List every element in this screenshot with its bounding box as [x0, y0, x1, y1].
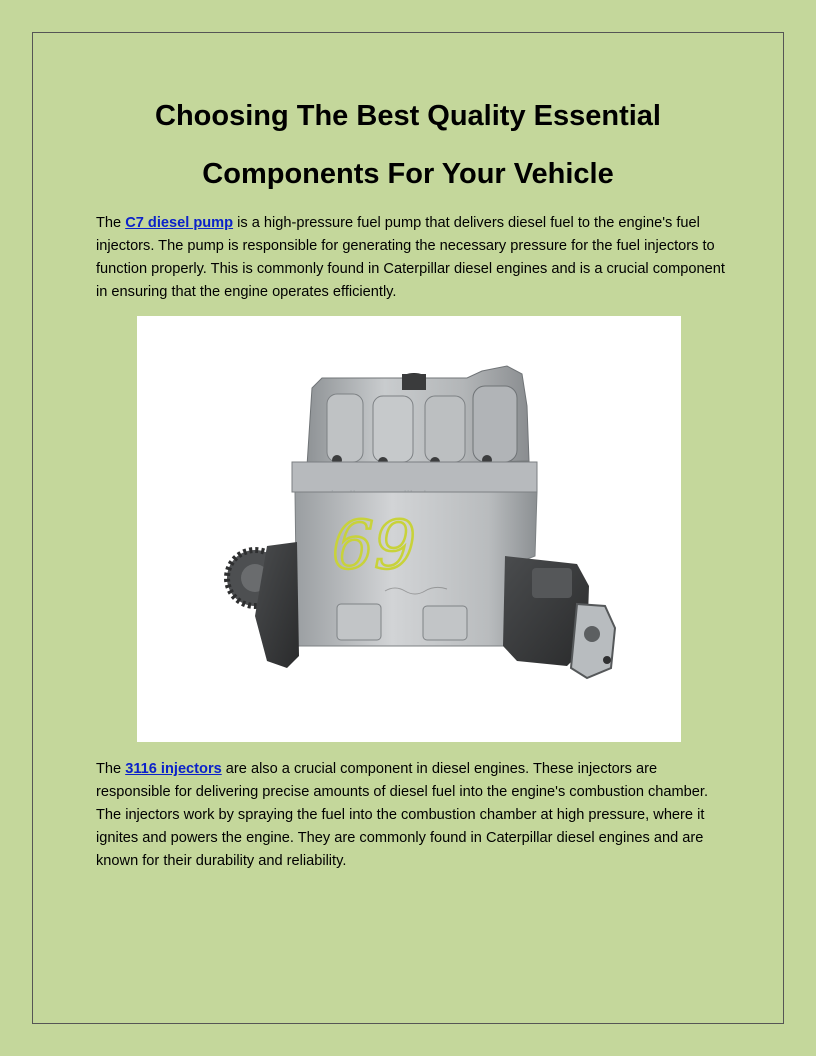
page-title-line-1: Choosing The Best Quality Essential: [155, 100, 661, 132]
handwritten-mark: 69: [332, 507, 416, 584]
paragraph-1-text: is a high-pressure fuel pump that delivers diesel fuel to the engine's fuel injectors. The pump is responsible for generating the necessary pressure for the fuel injectors to function properly. This is commonly found in Caterpillar diesel engines and is a crucial component in ensuring that the engine operates efficiently.: [96, 215, 725, 300]
paragraph-2-prefix: The: [96, 761, 126, 777]
c7-diesel-pump-link[interactable]: C7 diesel pump: [125, 215, 234, 231]
paragraph-1-prefix: The: [96, 215, 126, 231]
fuel-pump-photo: [137, 316, 681, 742]
paragraph-2-text: are also a crucial component in diesel engines. These injectors are responsible for delivering precise amounts of diesel fuel into the engine's combustion chamber. The injectors work by spraying the fuel into the combustion chamber at high pressure, where it ignites and powers the engine. They are commonly found in Caterpillar diesel engines and are known for their durability and reliability.: [96, 761, 709, 869]
paragraph-c7-pump: [96, 212, 726, 304]
fuel-pump-illustration: [137, 316, 681, 742]
3116-injectors-link[interactable]: 3116 injectors: [125, 761, 222, 777]
paragraph-3116-injectors: [96, 758, 726, 873]
page-title-line-2: Components For Your Vehicle: [202, 158, 614, 190]
